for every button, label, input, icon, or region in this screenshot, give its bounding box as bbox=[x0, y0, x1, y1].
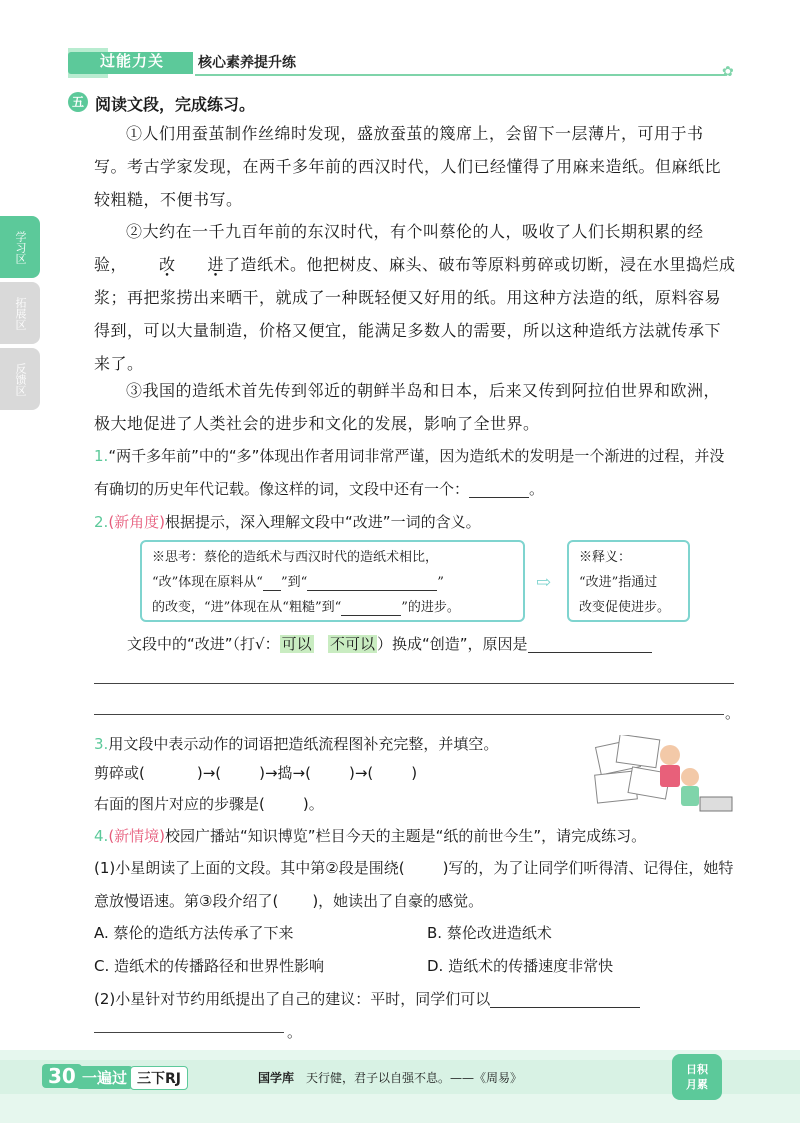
think-text: ” bbox=[437, 575, 444, 590]
question-text: ）换成“创造”，原因是 bbox=[376, 635, 528, 653]
arrow-right-icon: ⇨ bbox=[536, 572, 552, 593]
flow-text: )→( bbox=[196, 764, 222, 782]
passage-paragraph-1: ①人们用蚕茧制作丝绵时发现，盛放蚕茧的篾席上，会留下一层薄片，可用于书写。考古学家发现，在两千多年前的西汉时代，人们已经懂得了用麻来造纸。但麻纸比较粗糙，不便书写。 bbox=[94, 124, 722, 209]
think-text: 的改变，“进”体现在从“粗糙”到“ bbox=[152, 600, 342, 615]
think-text: “改”体现在原料从“ bbox=[152, 575, 263, 590]
answer-blank[interactable] bbox=[263, 574, 281, 591]
question-number: 4. bbox=[94, 827, 109, 845]
question-4-part-2 bbox=[94, 983, 739, 1016]
question-text: 根据提示，深入理解文段中“改进”一词的含义。 bbox=[165, 513, 481, 531]
section-title: 阅读文段，完成练习。 bbox=[95, 95, 256, 114]
flow-text: )→( bbox=[348, 764, 374, 782]
emphasis-char: 进 bbox=[207, 255, 225, 274]
question-tag: (新角度) bbox=[108, 513, 166, 531]
answer-line[interactable] bbox=[94, 683, 734, 684]
option-b[interactable]: B. 蔡伦改进造纸术 bbox=[427, 924, 552, 942]
question-text: )，她读出了自豪的感觉。 bbox=[312, 892, 484, 910]
header-subtitle: 核心素养提升练 bbox=[198, 55, 296, 71]
think-box bbox=[140, 540, 525, 622]
logo-text: 日积 bbox=[686, 1063, 708, 1076]
explain-box bbox=[567, 540, 690, 622]
question-number: 2. bbox=[94, 513, 109, 531]
side-tab-study[interactable]: 学习区 bbox=[0, 216, 40, 278]
question-4 bbox=[94, 820, 754, 853]
answer-blank[interactable] bbox=[341, 599, 401, 616]
question-tag: (新情境) bbox=[108, 827, 166, 845]
explain-title: ※释义： bbox=[579, 550, 632, 565]
question-text: )写的，为了让同学们听得清、记得住，她特意放慢语速。第③段介绍了( bbox=[94, 859, 734, 910]
star-icon: ✿ bbox=[722, 64, 734, 80]
quote-text: 天行健，君子以自强不息。——《周易》 bbox=[306, 1071, 523, 1085]
side-tab-extend[interactable]: 拓展区 bbox=[0, 282, 40, 344]
punctuation: 。 bbox=[725, 704, 741, 722]
passage-text: 了造纸术。他把树皮、麻头、破布等原料剪碎或切断，浸在水里捣烂成浆；再把浆捞出来晒干，就成了一种既轻便又好用的纸。用这种方法造的纸，原料容易得到，可以大量制造，价格又便宜，能满足多数人的需要，所以这种造纸方法就传承下来了。 bbox=[94, 255, 736, 373]
passage-text: ②大约在一千九百年前的东汉时代，有个叫蔡伦的人，吸收了人们长期积累的经验， bbox=[94, 222, 704, 274]
option-c[interactable]: C. 造纸术的传播路径和世界性影响 bbox=[94, 957, 325, 975]
think-text: ”的进步。 bbox=[401, 600, 460, 615]
think-text: ”到“ bbox=[280, 575, 308, 590]
flow-text: )→捣→( bbox=[259, 764, 311, 782]
question-3-line2 bbox=[94, 788, 494, 821]
explain-text: 改变促使进步。 bbox=[579, 600, 671, 615]
passage-paragraph-2 bbox=[94, 215, 736, 380]
question-text: 文段中的“改进”（打√： bbox=[127, 635, 280, 653]
answer-blank[interactable] bbox=[490, 991, 640, 1008]
answer-blank[interactable] bbox=[307, 574, 437, 591]
question-2-follow bbox=[127, 628, 737, 661]
answer-blank[interactable] bbox=[469, 481, 529, 498]
emphasis-char: 改 bbox=[159, 255, 176, 274]
side-tab-feedback[interactable]: 反馈区 bbox=[0, 348, 40, 410]
question-number: 1. bbox=[94, 447, 109, 465]
page-number: 30 bbox=[42, 1064, 82, 1088]
question-text: 校园广播站“知识博览”栏目今天的主题是“纸的前世今生”，请完成练习。 bbox=[165, 827, 647, 845]
option-cannot[interactable]: 不可以 bbox=[329, 635, 375, 653]
answer-line[interactable] bbox=[94, 714, 724, 715]
punctuation: 。 bbox=[529, 480, 545, 498]
answer-line[interactable] bbox=[94, 1032, 284, 1033]
logo-text: 月累 bbox=[686, 1078, 708, 1091]
papermaking-illustration bbox=[590, 735, 740, 820]
explain-text: “改进”指通过 bbox=[579, 575, 658, 590]
question-text: (2)小星针对节约用纸提出了自己的建议：平时，同学们可以 bbox=[94, 990, 491, 1008]
option-d[interactable]: D. 造纸术的传播速度非常快 bbox=[427, 957, 614, 975]
flow-chart bbox=[94, 757, 574, 790]
think-line-3 bbox=[152, 595, 513, 620]
brand-label: 一遍过 bbox=[76, 1066, 133, 1089]
daily-accumulation-logo bbox=[672, 1054, 722, 1100]
header-rule bbox=[195, 74, 725, 76]
punctuation: 。 bbox=[287, 1023, 303, 1041]
section-number-badge: 五 bbox=[68, 92, 88, 112]
quote-label: 国学库 bbox=[258, 1071, 295, 1085]
question-1 bbox=[94, 440, 739, 506]
answer-blank[interactable] bbox=[528, 636, 652, 653]
question-text: )。 bbox=[302, 795, 324, 813]
option-can[interactable]: 可以 bbox=[281, 635, 312, 653]
question-text: 用文段中表示动作的词语把造纸流程图补充完整，并填空。 bbox=[108, 735, 499, 753]
flow-text: ) bbox=[411, 764, 418, 782]
header-tag: 过能力关 bbox=[100, 52, 165, 70]
think-line-2 bbox=[152, 570, 513, 595]
option-a[interactable]: A. 蔡伦的造纸方法传承了下来 bbox=[94, 924, 294, 942]
question-text: (1)小星朗读了上面的文段。其中第②段是围绕( bbox=[94, 859, 405, 877]
grade-label: 三下RJ bbox=[130, 1066, 188, 1090]
question-number: 3. bbox=[94, 735, 109, 753]
question-text: 右面的图片对应的步骤是( bbox=[94, 795, 265, 813]
flow-text: 剪碎或( bbox=[94, 764, 145, 782]
passage-paragraph-3: ③我国的造纸术首先传到邻近的朝鲜半岛和日本，后来又传到阿拉伯世界和欧洲，极大地促进了人类社会的进步和文化的发展，影响了全世界。 bbox=[94, 381, 721, 433]
question-2 bbox=[94, 506, 739, 539]
question-text: “两千多年前”中的“多”体现出作者用词非常严谨，因为造纸术的发明是一个渐进的过程，并没有确切的历史年代记载。像这样的词，文段中还有一个： bbox=[94, 447, 725, 498]
think-title: ※思考：蔡伦的造纸术与西汉时代的造纸术相比， bbox=[152, 550, 439, 565]
question-4-part-1 bbox=[94, 852, 736, 918]
